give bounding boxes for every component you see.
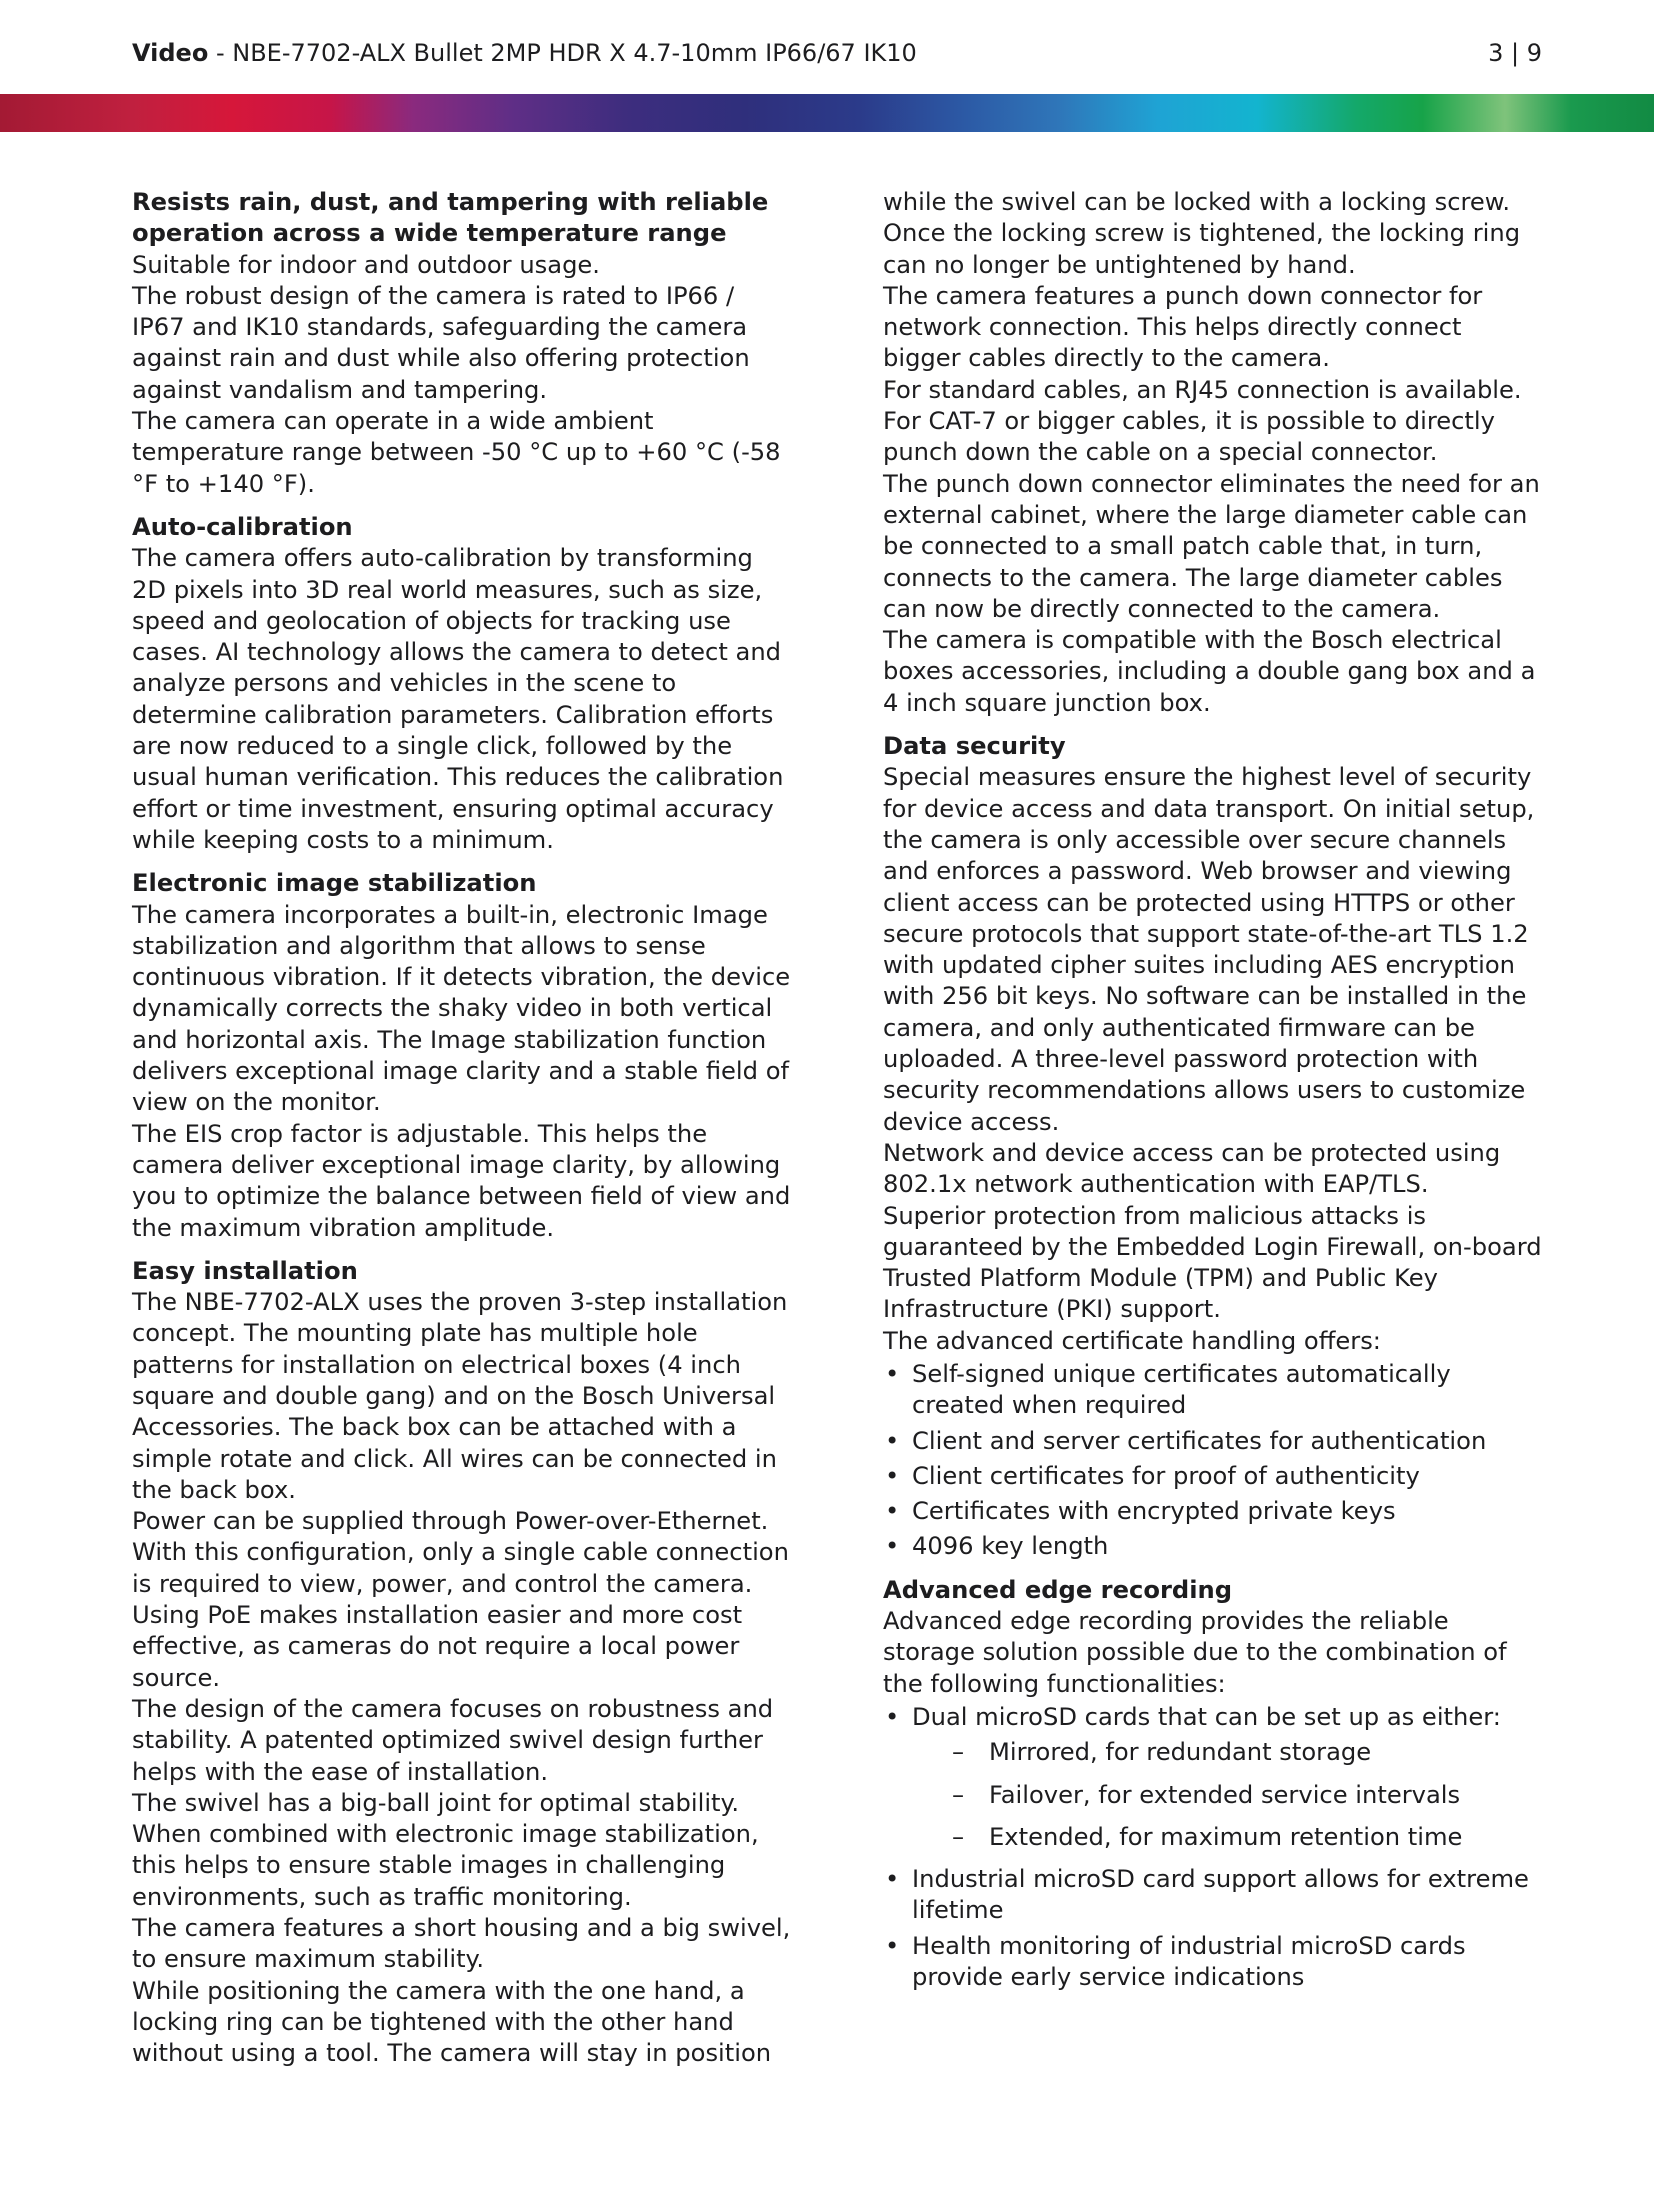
paragraph: The swivel has a big-ball joint for optimal stability. When combined with electronic image stabilization, this helps to ensure stable images in challenging environments, such as traffic monitoring. [132, 1788, 759, 1911]
paragraph: For standard cables, an RJ45 connection is available. For CAT-7 or bigger cables, it is possible to directly punch down the cable on a special connector. [883, 375, 1522, 467]
paragraph: Power can be supplied through Power-over-Ethernet. With this configuration, only a single cable connection is required to view, power, and control the camera. Using PoE makes installation easier and more cost effective, as cameras do not require a local power source. [132, 1507, 789, 1692]
list-item: • Self-signed unique certificates automatically created when required [883, 1359, 1543, 1422]
list-item: • Client and server certificates for authentication [883, 1426, 1543, 1457]
left-column [132, 187, 792, 2070]
paragraph: The camera can operate in a wide ambient temperature range between -50 °C up to +60 °C (-58 °F to +140 °F). [132, 407, 781, 498]
paragraph: The punch down connector eliminates the need for an external cabinet, where the large diameter cable can be connected to a small patch cable that, in turn, connects to the camera. The large diameter cables can now be directly connected to the camera. [883, 469, 1540, 623]
sub-list-item: – Failover, for extended service intervals [912, 1780, 1543, 1811]
list-item [883, 1702, 1543, 1853]
paragraph: The camera offers auto-calibration by transforming 2D pixels into 3D real world measures, such as size, speed and geolocation of objects for tracking use cases. AI technology allows the camera to detect and analyze persons and vehicles in the scene to determine calibration parameters. Calibration efforts are now reduced to a single click, followed by the usual human verification. This reduces the calibration effort or time investment, ensuring optimal accuracy while keeping costs to a minimum. [132, 544, 784, 854]
paragraph: The advanced certificate handling offers: [883, 1326, 1381, 1355]
paragraph: Network and device access can be protected using 802.1x network authentication with EAP/TLS. [883, 1138, 1501, 1199]
header-title: - NBE-7702-ALX Bullet 2MP HDR X 4.7-10mm IP66/67 IK10 [208, 39, 917, 67]
heading-easy-installation: Easy installation [132, 1256, 358, 1285]
paragraph: The camera is compatible with the Bosch electrical boxes accessories, including a double gang box and a 4 inch square junction box. [883, 626, 1536, 717]
heading-resists-rain: Resists rain, dust, and tampering with reliable operation across a wide temperature range [132, 188, 769, 248]
header-category: Video [132, 39, 209, 67]
paragraph: while the swivel can be locked with a locking screw. Once the locking screw is tightened, the locking ring can no longer be untightened by hand. [883, 188, 1521, 279]
heading-data-security: Data security [883, 732, 1066, 761]
list-item: • Industrial microSD card support allows for extreme lifetime [883, 1864, 1543, 1927]
list-item: • Health monitoring of industrial microSD cards provide early service indications [883, 1931, 1543, 1994]
heading-edge-recording: Advanced edge recording [883, 1575, 1233, 1604]
paragraph: Special measures ensure the highest level of security for device access and data transport. On initial setup, the camera is only accessible over secure channels and enforces a password. Web browser and viewing client access can be protected using HTTPS or other secure protocols that support state-of-the-art TLS 1.2 with updated cipher suites including AES encryption with 256 bit keys. No software can be installed in the camera, and only authenticated firmware can be uploaded. A three-level password protection with security recommendations allows users to customize device access. [883, 763, 1535, 1136]
paragraph: Advanced edge recording provides the reliable storage solution possible due to the combination of the following functionalities: [883, 1607, 1507, 1698]
page-number: 3 | 9 [1488, 39, 1542, 67]
edge-recording-list [883, 1702, 1543, 1993]
paragraph: Suitable for indoor and outdoor usage. [132, 250, 600, 279]
sub-list-item: – Mirrored, for redundant storage [912, 1737, 1543, 1768]
paragraph: The design of the camera focuses on robustness and stability. A patented optimized swivel design further helps with the ease of installation. [132, 1694, 774, 1786]
brand-color-stripe [0, 94, 1654, 132]
list-item: • 4096 key length [883, 1531, 1543, 1562]
list-item-text: Dual microSD cards that can be set up as either: [912, 1702, 1501, 1731]
sub-list-item: – Extended, for maximum retention time [912, 1822, 1543, 1853]
storage-mode-list [912, 1737, 1543, 1853]
paragraph: The robust design of the camera is rated to IP66 / IP67 and IK10 standards, safeguarding the camera against rain and dust while also offering protection against vandalism and tampering. [132, 281, 750, 404]
paragraph: The camera features a short housing and a big swivel, to ensure maximum stability. [132, 1914, 791, 1974]
paragraph: While positioning the camera with the one hand, a locking ring can be tightened with the other hand without using a tool. The camera will stay in position [132, 1976, 772, 2068]
right-column [883, 187, 1543, 1997]
paragraph: The camera features a punch down connector for network connection. This helps directly connect bigger cables directly to the camera. [883, 281, 1483, 373]
list-item: • Certificates with encrypted private keys [883, 1496, 1543, 1527]
list-item: • Client certificates for proof of authenticity [883, 1461, 1543, 1492]
paragraph: The EIS crop factor is adjustable. This helps the camera deliver exceptional image clarity, by allowing you to optimize the balance between field of view and the maximum vibration amplitude. [132, 1119, 791, 1242]
paragraph: Superior protection from malicious attacks is guaranteed by the Embedded Login Firewall, on-board Trusted Platform Module (TPM) and Public Key Infrastructure (PKI) support. [883, 1201, 1542, 1324]
page-header [132, 36, 1542, 76]
heading-image-stabilization: Electronic image stabilization [132, 869, 537, 898]
certificate-list [883, 1359, 1543, 1563]
heading-auto-calibration: Auto-calibration [132, 512, 353, 541]
paragraph: The NBE-7702-ALX uses the proven 3-step installation concept. The mounting plate has multiple hole patterns for installation on electrical boxes (4 inch square and double gang) and on the Bosch Universal Accessories. The back box can be attached with a simple rotate and click. All wires can be connected in the back box. [132, 1288, 788, 1504]
paragraph: The camera incorporates a built-in, electronic Image stabilization and algorithm that allows to sense continuous vibration. If it detects vibration, the device dynamically corrects the shaky video in both vertical and horizontal axis. The Image stabilization function delivers exceptional image clarity and a stable field of view on the monitor. [132, 900, 791, 1117]
